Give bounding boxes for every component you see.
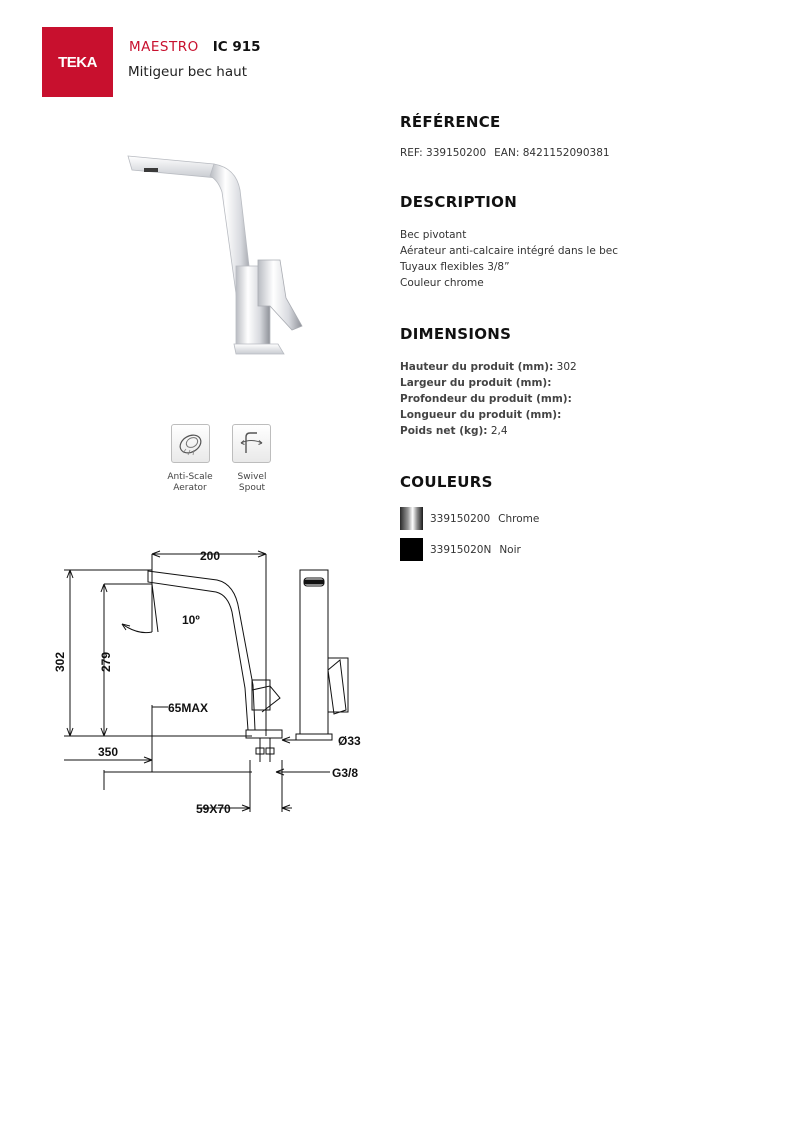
chrome-swatch <box>400 507 423 530</box>
dim-279: 279 <box>99 651 113 672</box>
description-heading: DESCRIPTION <box>400 193 518 211</box>
technical-drawing <box>40 540 380 830</box>
feature-label-swivel: Swivel Spout <box>237 472 267 493</box>
feature-label-aerator: Anti-Scale Aerator <box>167 472 213 493</box>
dim-d33: Ø33 <box>338 734 361 748</box>
logo-text: TEKA <box>58 53 97 71</box>
dim-65max: 65MAX <box>168 701 209 715</box>
dim-depth-row: Profondeur du produit (mm): <box>400 393 572 405</box>
dim-200: 200 <box>200 549 221 563</box>
dim-width-row: Largeur du produit (mm): <box>400 377 552 389</box>
product-subtitle: Mitigeur bec haut <box>128 64 247 80</box>
swivel-spout-icon <box>232 424 271 463</box>
color-name: Noir <box>499 543 521 556</box>
description-item: Tuyaux flexibles 3/8” <box>400 261 510 273</box>
color-code: 33915020N <box>430 543 492 556</box>
description-item: Bec pivotant <box>400 229 467 241</box>
reference-line <box>400 147 610 159</box>
dim-10deg: 10º <box>182 613 200 627</box>
colors-heading: COULEURS <box>400 473 493 491</box>
aerator-icon <box>171 424 210 463</box>
product-title <box>129 39 261 55</box>
dim-g38: G3/8 <box>332 766 359 780</box>
black-swatch <box>400 538 423 561</box>
description-list <box>400 227 618 291</box>
color-option-chrome <box>400 507 539 530</box>
model-name: IC 915 <box>212 39 261 55</box>
dim-59x70: 59X70 <box>196 802 231 816</box>
color-option-noir <box>400 538 521 561</box>
dim-height-row: Hauteur du produit (mm): 302 <box>400 361 577 373</box>
dim-weight-row: Poids net (kg): 2,4 <box>400 425 508 437</box>
ean-number: EAN: 8421152090381 <box>494 147 610 159</box>
teka-logo <box>42 27 113 97</box>
series-name: MAESTRO <box>129 39 199 55</box>
color-code: 339150200 <box>430 512 491 525</box>
description-item: Couleur chrome <box>400 277 484 289</box>
ref-number: REF: 339150200 <box>400 147 487 159</box>
dimensions-heading: DIMENSIONS <box>400 325 512 343</box>
description-item: Aérateur anti-calcaire intégré dans le bec <box>400 245 619 257</box>
color-name: Chrome <box>498 512 540 525</box>
dim-302: 302 <box>53 651 67 672</box>
faucet-photo <box>118 148 308 360</box>
dimensions-list <box>400 359 577 439</box>
reference-heading: RÉFÉRENCE <box>400 113 501 131</box>
dim-length-row: Longueur du produit (mm): <box>400 409 562 421</box>
dim-350: 350 <box>98 745 119 759</box>
